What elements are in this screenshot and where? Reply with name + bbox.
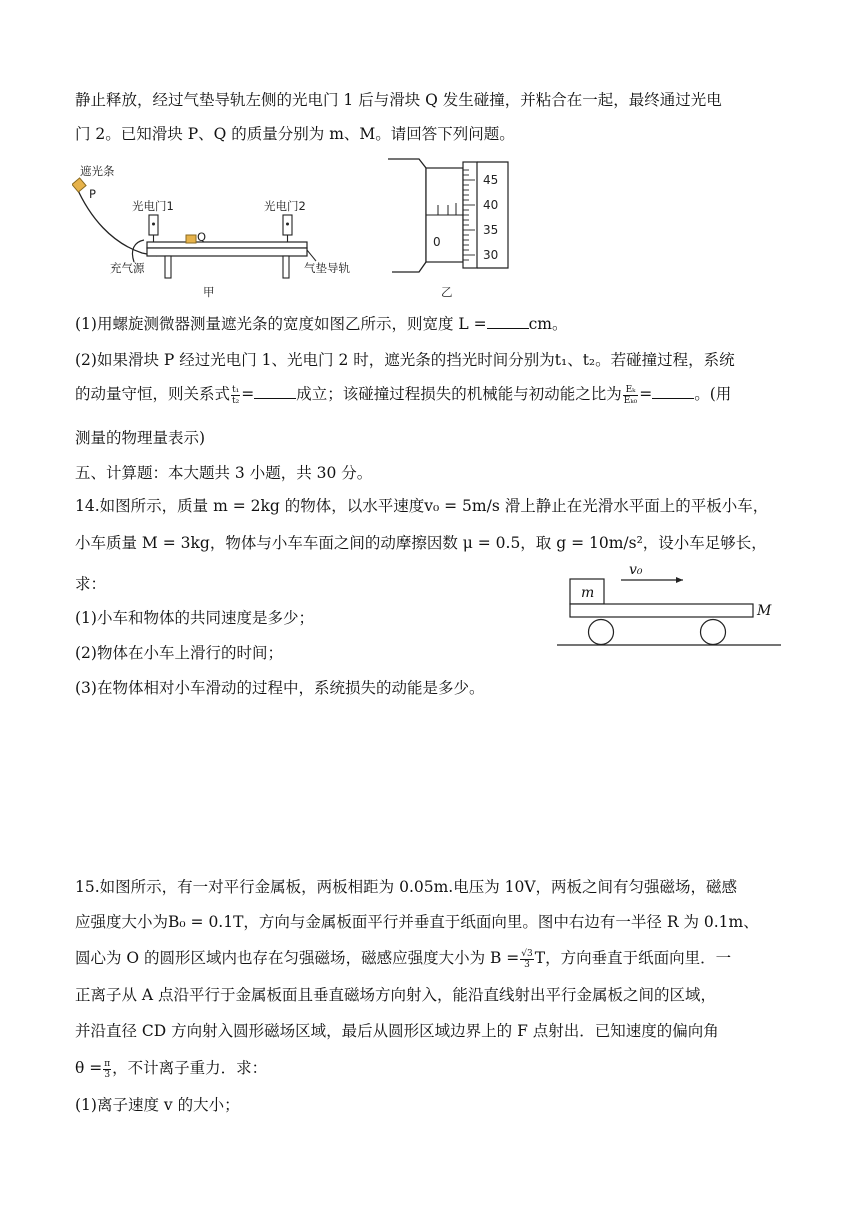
wheel-right: [701, 620, 726, 645]
label-gate-2: 光电门2: [264, 199, 306, 213]
p14-line-3: 求：: [75, 575, 107, 593]
tick-40: 40: [483, 198, 499, 212]
fraction-sqrt3-3: [520, 949, 533, 970]
p15-line-5: 并沿直径 CD 方向射入圆形磁场区域，最后从圆形区域边界上的 F 点射出．已知速度的偏向角: [75, 1022, 719, 1040]
label-q: Q: [197, 230, 207, 244]
frac4-den: 3: [104, 1069, 111, 1080]
fraction-t1-t2: [231, 385, 240, 406]
answer-blank-ratio: [254, 384, 296, 399]
slider-p: [72, 178, 86, 192]
q2-eq: =: [241, 385, 255, 403]
label-v0: v₀: [629, 562, 643, 578]
section-heading: 五、计算题：本大题共 3 小题，共 30 分。: [75, 464, 373, 482]
p14-q1: (1)小车和物体的共同速度是多少；: [75, 609, 314, 627]
p15-line-3-b: T，方向垂直于纸面向里．一: [534, 949, 732, 967]
p14-q2: (2)物体在小车上滑行的时间；: [75, 644, 283, 662]
tick-30: 30: [483, 248, 499, 262]
figure-yi-micrometer: [386, 156, 526, 304]
leader-air-track: [307, 250, 316, 261]
track-leg-right: [283, 256, 289, 278]
p15-line-4: 正离子从 A 点沿平行于金属板面且垂直磁场方向射入，能沿直线射出平行金属板之间的区域，: [75, 986, 717, 1004]
label-air-track: 气垫导轨: [304, 261, 350, 275]
track-top: [147, 242, 307, 248]
p15-q1: (1)离子速度 v 的大小；: [75, 1096, 240, 1114]
p15-line-6: [75, 1058, 267, 1080]
micrometer-frame: [388, 159, 426, 272]
p15-line-1: 15.如图所示，有一对平行金属板，两板相距为 0.05m.电压为 10V，两板之间有匀强磁场，磁感: [75, 878, 738, 896]
label-air-source: 充气源: [110, 261, 145, 275]
p13-line-2: 门 2。已知滑块 P、Q 的质量分别为 m、M。请回答下列问题。: [75, 125, 515, 143]
q2-text-e: 。(用: [694, 385, 732, 403]
q1-text: (1)用螺旋测微器测量遮光条的宽度如图乙所示，则宽度 L =: [75, 315, 487, 333]
frac-num: t₁: [232, 384, 240, 395]
p15-line-2: 应强度大小为B₀ = 0.1T，方向与金属板面平行并垂直于纸面向里。图中右边有一半径 R 为 0.1m、: [75, 913, 759, 931]
p15-line-3-a: 圆心为 O 的圆形区域内也存在匀强磁场，磁感应强度大小为 B =: [75, 949, 520, 967]
sleeve-zero: 0: [433, 235, 441, 249]
figure-cart: [555, 558, 785, 650]
p13-q2-line-3: 测量的物理量表示): [75, 429, 206, 447]
q1-unit: cm。: [528, 315, 568, 333]
p15-line-6-b: ，不计离子重力．求：: [112, 1059, 268, 1077]
frac3-num: √3: [521, 948, 533, 959]
tick-35: 35: [483, 223, 499, 237]
answer-blank-width: [487, 314, 529, 329]
fraction-pi-3: [103, 1059, 111, 1080]
cart-board: [570, 604, 753, 617]
track-leg-left: [165, 256, 171, 278]
frac4-num: π: [104, 1058, 111, 1069]
q2-text-a: 的动量守恒，则关系式: [75, 385, 231, 403]
p15-line-3: [75, 948, 731, 970]
caption-yi: 乙: [441, 285, 453, 299]
p14-q3: (3)在物体相对小车滑动的过程中，系统损失的动能是多少。: [75, 679, 485, 697]
track-base: [147, 248, 307, 256]
label-zheguangtiao: 遮光条: [80, 164, 115, 178]
q2-text-c: 成立；该碰撞过程损失的机械能与初动能之比为: [296, 385, 622, 403]
p14-line-1: 14.如图所示，质量 m = 2kg 的物体，以水平速度v₀ = 5m/s 滑上静止在光滑水平面上的平板小车，: [75, 497, 769, 515]
p14-line-2: 小车质量 M = 3kg，物体与小车车面之间的动摩擦因数 μ = 0.5，取 g = 10m/s²，设小车足够长，: [75, 534, 767, 552]
p13-line-1: 静止释放，经过气垫导轨左侧的光电门 1 后与滑块 Q 发生碰撞，并粘合在一起，最终通过光电: [75, 91, 722, 109]
label-gate-1: 光电门1: [132, 199, 174, 213]
slider-q: [186, 235, 196, 243]
frac-den: t₂: [232, 395, 240, 406]
answer-blank-energy: [652, 384, 694, 399]
wheel-left: [589, 620, 614, 645]
p13-q2-line-2: [75, 384, 731, 406]
frac2-den: Eₖ₀: [623, 395, 638, 406]
fraction-ek-ek0: [623, 385, 638, 406]
tick-45: 45: [483, 173, 499, 187]
p13-q2-line-1: (2)如果滑块 P 经过光电门 1、光电门 2 时，遮光条的挡光时间分别为t₁、t₂。若碰撞过程，系统: [75, 351, 735, 369]
frac3-den: 3: [524, 959, 530, 970]
caption-jia: 甲: [203, 285, 215, 299]
frac2-num: Eₖ: [623, 385, 638, 396]
figure-jia-air-track: [72, 158, 372, 303]
p13-q1: [75, 314, 567, 334]
label-M: M: [757, 603, 772, 619]
label-m: m: [581, 585, 595, 601]
q2-eq-2: =: [639, 385, 653, 403]
p15-line-6-a: θ =: [75, 1059, 103, 1077]
label-p: P: [89, 187, 96, 201]
